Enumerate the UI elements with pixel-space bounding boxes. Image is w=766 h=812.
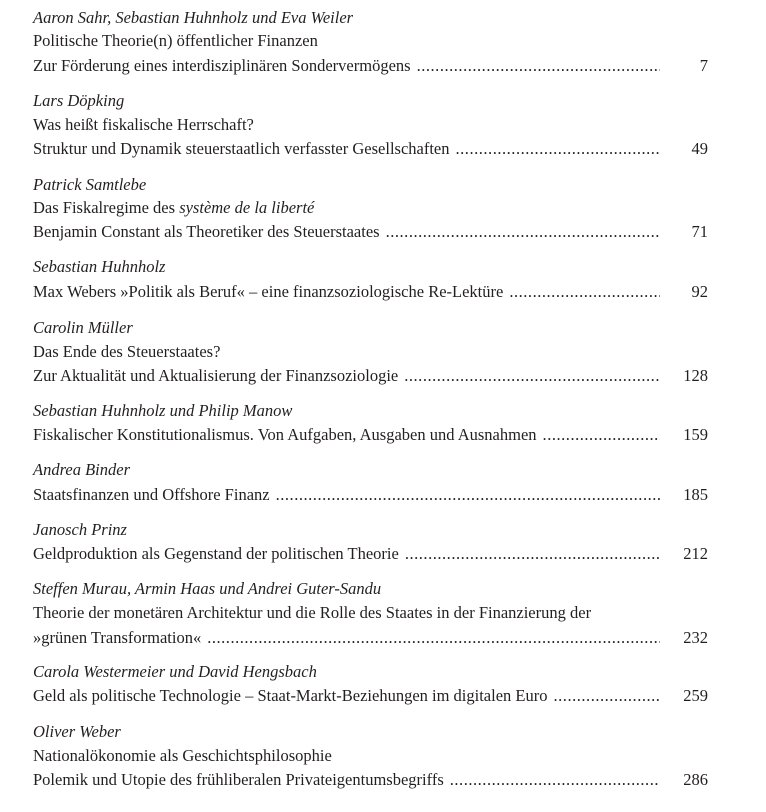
toc-row[interactable] — [33, 221, 708, 243]
entry-title: Theorie der monetären Architektur und die Rolle des Staates in der Finanzierung der — [33, 603, 592, 622]
entry-author: Patrick Samtlebe — [33, 175, 147, 194]
page-number: 159 — [683, 425, 708, 444]
entry-author: Sebastian Huhnholz — [33, 257, 166, 276]
leader-dots — [207, 627, 660, 649]
entry-subtitle: Geldproduktion als Gegenstand der politischen Theorie — [33, 544, 399, 563]
leader-dots — [450, 769, 660, 791]
toc-row[interactable] — [33, 424, 708, 446]
page-number: 232 — [683, 628, 708, 647]
entry-subtitle: Staatsfinanzen und Offshore Finanz — [33, 485, 270, 504]
toc-row[interactable] — [33, 627, 708, 649]
entry-title: Das Ende des Steuerstaates? — [33, 342, 221, 361]
page-number: 71 — [691, 222, 708, 241]
entry-author: Aaron Sahr, Sebastian Huhnholz und Eva Weiler — [33, 8, 354, 27]
toc-row[interactable] — [33, 543, 708, 565]
toc-row[interactable] — [33, 484, 708, 506]
page-number: 7 — [699, 56, 708, 75]
entry-subtitle: Benjamin Constant als Theoretiker des Steuerstaates — [33, 222, 380, 241]
toc-row[interactable] — [33, 281, 708, 303]
entry-author: Oliver Weber — [33, 722, 121, 741]
leader-dots — [276, 484, 660, 506]
entry-title-prefix: Das Fiskalregime des — [33, 198, 180, 217]
entry-subtitle: Zur Förderung eines interdisziplinären Sondervermögens — [33, 56, 411, 75]
toc-row[interactable] — [33, 685, 708, 707]
page-number: 286 — [683, 770, 708, 789]
page-number: 128 — [683, 366, 708, 385]
page-number: 212 — [683, 544, 708, 563]
toc-row[interactable] — [33, 138, 708, 160]
toc-row[interactable] — [33, 769, 708, 791]
page-number: 259 — [683, 686, 708, 705]
entry-author: Sebastian Huhnholz und Philip Manow — [33, 401, 293, 420]
entry-author: Carolin Müller — [33, 318, 133, 337]
entry-author: Carola Westermeier und David Hengsbach — [33, 662, 317, 681]
entry-author: Andrea Binder — [33, 460, 130, 479]
entry-author: Steffen Murau, Armin Haas und Andrei Guter-Sandu — [33, 579, 382, 598]
leader-dots — [554, 685, 661, 707]
toc-row[interactable] — [33, 55, 708, 77]
entry-title: Politische Theorie(n) öffentlicher Finanzen — [33, 31, 318, 50]
entry-subtitle: Polemik und Utopie des frühliberalen Privateigentumsbegriffs — [33, 770, 444, 789]
entry-subtitle: Zur Aktualität und Aktualisierung der Finanzsoziologie — [33, 366, 399, 385]
entry-author: Lars Döpking — [33, 91, 125, 110]
entry-title: Was heißt fiskalische Herrschaft? — [33, 115, 254, 134]
entry-subtitle: Struktur und Dynamik steuerstaatlich verfasster Gesellschaften — [33, 139, 450, 158]
toc-row[interactable] — [33, 365, 708, 387]
leader-dots — [405, 543, 660, 565]
leader-dots — [456, 138, 661, 160]
leader-dots — [404, 365, 660, 387]
entry-subtitle: Max Webers »Politik als Beruf« – eine finanzsoziologische Re-Lektüre — [33, 282, 504, 301]
page-number: 92 — [691, 282, 708, 301]
leader-dots — [386, 221, 660, 243]
entry-title-italic: système de la liberté — [179, 198, 315, 217]
page-number: 185 — [683, 485, 708, 504]
leader-dots — [417, 55, 660, 77]
leader-dots — [509, 281, 660, 303]
leader-dots — [543, 424, 660, 446]
page-number: 49 — [691, 139, 708, 158]
entry-subtitle: Geld als politische Technologie – Staat-Markt-Beziehungen im digitalen Euro — [33, 686, 548, 705]
entry-subtitle: »grünen Transformation« — [33, 628, 202, 647]
entry-subtitle: Fiskalischer Konstitutionalismus. Von Aufgaben, Ausgaben und Ausnahmen — [33, 425, 537, 444]
entry-author: Janosch Prinz — [33, 520, 127, 539]
entry-title: Nationalökonomie als Geschichtsphilosophie — [33, 746, 332, 765]
entry-title — [33, 197, 708, 219]
